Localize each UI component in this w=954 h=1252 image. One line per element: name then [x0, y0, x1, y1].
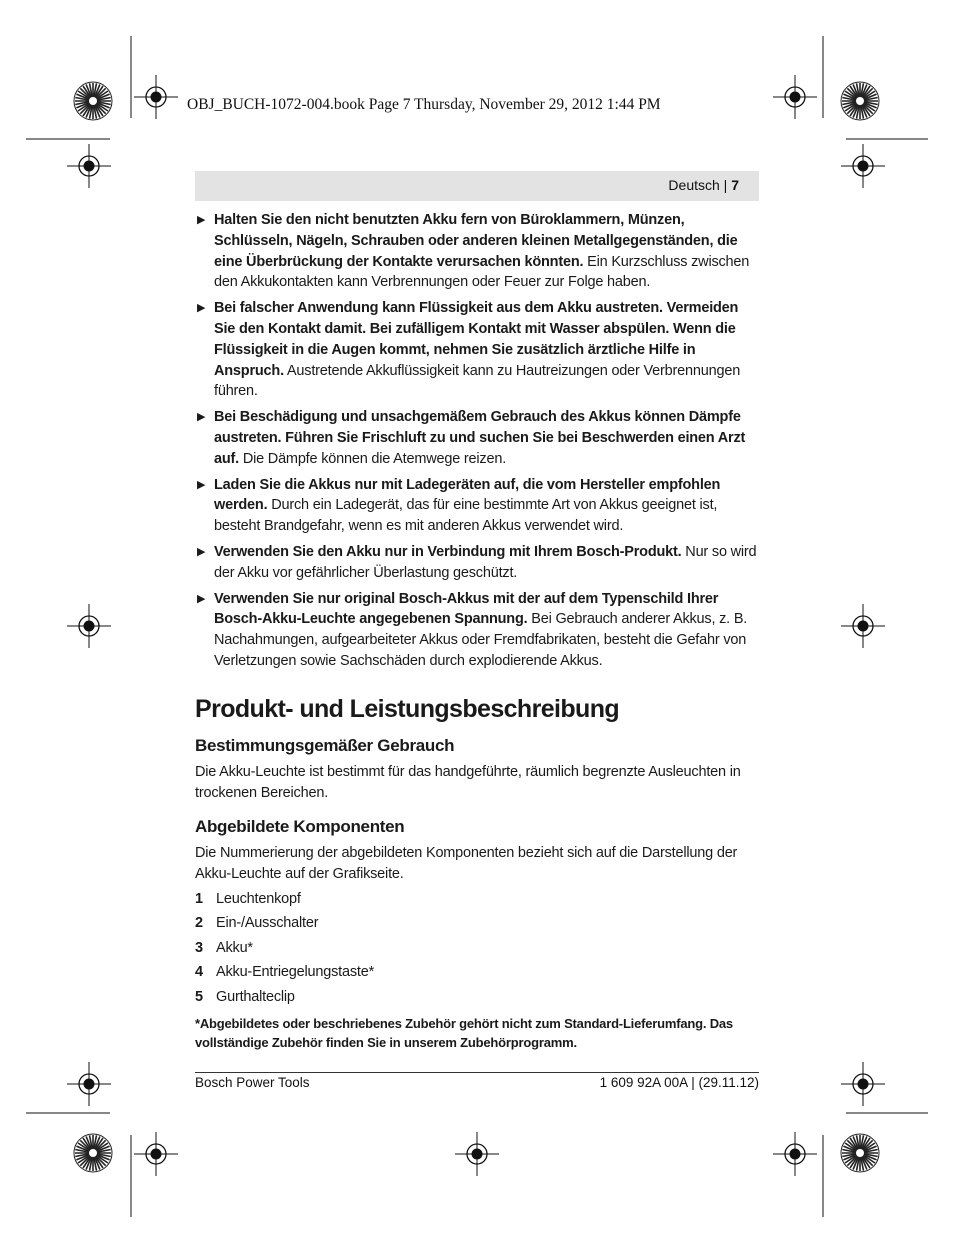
warning-item [195, 475, 759, 537]
footer-divider [195, 1072, 759, 1073]
component-label: Akku-Entriegelungstaste* [216, 964, 375, 981]
warning-bold-text: Verwenden Sie den Akku nur in Verbindung mit Ihrem Bosch-Produkt. [214, 543, 682, 560]
list-item [195, 985, 759, 1010]
warning-item [195, 542, 759, 584]
print-slug-line: OBJ_BUCH-1072-004.book Page 7 Thursday, November 29, 2012 1:44 PM [187, 96, 661, 113]
component-label: Ein-/Ausschalter [216, 915, 319, 932]
warning-item [195, 407, 759, 469]
list-item [195, 911, 759, 936]
component-number: 2 [195, 915, 203, 932]
bullet-arrow-icon: ▶ [197, 302, 206, 315]
header-separator: | [723, 177, 728, 193]
bullet-arrow-icon: ▶ [197, 478, 206, 491]
warning-item [195, 210, 759, 293]
accessory-footnote: *Abgebildetes oder beschriebenes Zubehör gehört nicht zum Standard-Lieferumfang. Das vollständige Zubehör finden Sie in unserem Zubehörprogramm. [195, 1016, 733, 1050]
header-label [668, 177, 739, 193]
footer-document-number: 1 609 92A 00A | (29.11.12) [599, 1075, 759, 1090]
section-title: Produkt- und Leistungsbeschreibung [195, 694, 620, 723]
header-language: Deutsch [668, 177, 720, 193]
bullet-arrow-icon: ▶ [197, 214, 206, 226]
warning-bold-text: Bei Beschädigung und unsachgemäßem Gebrauch des Akkus können Dämpfe austreten. Führen Sie Frischluft zu und suchen Sie bei Beschwerden einen Arzt auf. [214, 409, 746, 467]
warning-text: Die Dämpfe können die Atemwege reizen. [238, 450, 507, 467]
component-number: 3 [195, 939, 203, 956]
components-intro: Die Nummerierung der abgebildeten Komponenten bezieht sich auf die Darstellung der Akku-Leuchte auf der Grafikseite. [195, 845, 738, 883]
page-content [195, 210, 759, 1052]
warning-item [195, 589, 759, 672]
component-label: Akku* [216, 939, 253, 956]
bullet-arrow-icon: ▶ [197, 411, 206, 424]
components-list [195, 887, 759, 1010]
warning-text: Ein Kurzschluss zwischen den Akkukontakten kann Verbrennungen oder Feuer zur Folge haben. [214, 253, 750, 291]
components-heading: Abgebildete Komponenten [195, 817, 405, 837]
component-number: 4 [195, 964, 203, 981]
list-item [195, 936, 759, 961]
list-item [195, 887, 759, 912]
component-number: 1 [195, 890, 203, 907]
footer-brand: Bosch Power Tools [195, 1075, 310, 1090]
component-label: Leuchtenkopf [216, 890, 301, 907]
bullet-arrow-icon: ▶ [197, 592, 206, 605]
warning-bold-text: Halten Sie den nicht benutzten Akku fern von Büroklammern, Münzen, Schlüsseln, Nägeln, Schrauben oder anderen kleinen Metallgegenständen, die eine Überbrückung der Kontakte verursachen könnten. [214, 212, 738, 270]
warning-text: Austretende Akkuflüssigkeit kann zu Hautreizungen oder Verbrennungen führen. [214, 362, 741, 400]
intended-use-heading: Bestimmungsgemäßer Gebrauch [195, 735, 455, 755]
intended-use-text: Die Akku-Leuchte ist bestimmt für das handgeführte, räumlich begrenzte Ausleuchten in trockenen Bereichen. [195, 763, 741, 801]
header-page-number: 7 [731, 177, 739, 193]
warning-text: Bei Gebrauch anderer Akkus, z. B. Nachahmungen, aufgearbeiteter Akkus oder Fremdfabrikaten, besteht die Gefahr von Verletzungen sowie Sachschäden durch explodierende Akkus. [214, 611, 748, 669]
warning-bold-text: Bei falscher Anwendung kann Flüssigkeit aus dem Akku austreten. Vermeiden Sie den Kontakt damit. Bei zufälligem Kontakt mit Wasser abspülen. Wenn die Flüssigkeit in die Augen kommt, nehmen Sie zusätzlich ärztliche Hilfe in Anspruch. [214, 300, 739, 379]
warning-text: Nur so wird der Akku vor gefährlicher Überlastung geschützt. [214, 543, 757, 581]
list-item [195, 960, 759, 985]
warning-text: Durch ein Ladegerät, das für eine bestimmte Art von Akkus geeignet ist, besteht Brandgefahr, wenn es mit anderen Akkus verwendet wird. [214, 497, 718, 535]
warning-bold-text: Laden Sie die Akkus nur mit Ladegeräten auf, die vom Hersteller empfohlen werden. [214, 476, 721, 514]
bullet-arrow-icon: ▶ [197, 545, 206, 558]
warning-item [195, 298, 759, 402]
component-number: 5 [195, 988, 203, 1005]
page-header [195, 171, 759, 201]
component-label: Gurthalteclip [216, 988, 295, 1005]
warning-bold-text: Verwenden Sie nur original Bosch-Akkus mit der auf dem Typenschild Ihrer Bosch-Akku-Leuchte angegebenen Spannung. [214, 590, 719, 628]
